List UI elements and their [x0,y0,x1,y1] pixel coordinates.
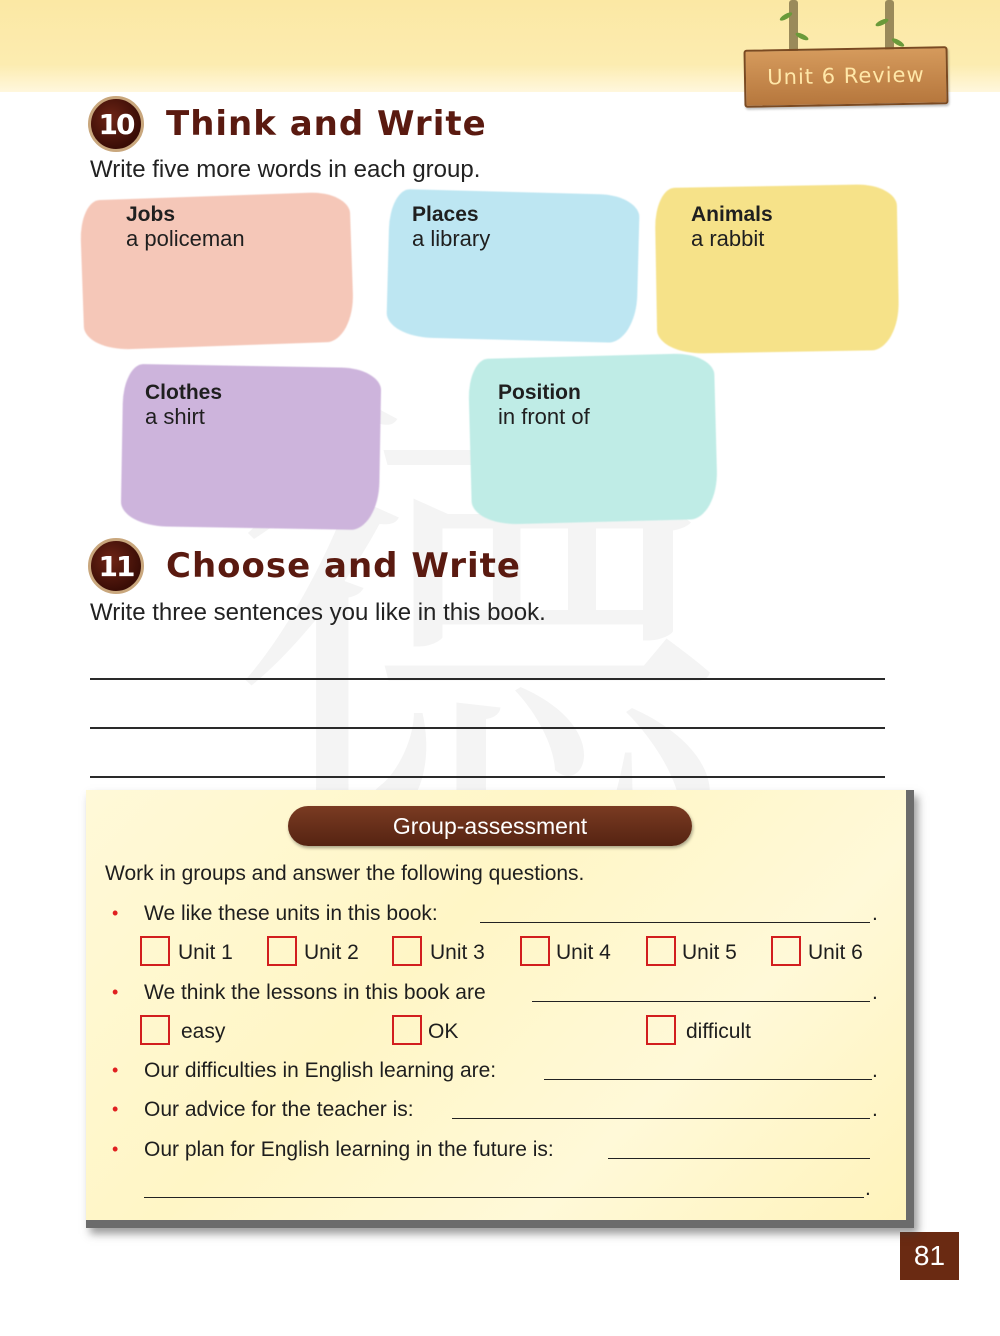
writing-line-3[interactable] [90,776,885,778]
unit-5-checkbox[interactable] [646,936,676,966]
group-example: a rabbit [691,226,765,251]
group-animals [691,203,773,251]
period: . [872,1098,878,1121]
answer-blank-advice[interactable] [452,1118,870,1119]
unit-2-label: Unit 2 [304,941,359,964]
easy-label: easy [181,1020,226,1043]
assessment-title-pill: Group-assessment [288,806,692,846]
section-number-badge: 10 [88,96,144,152]
bullet-icon: • [112,1099,119,1119]
unit-3-label: Unit 3 [430,941,485,964]
bullet-icon: • [112,982,119,1002]
answer-blank-units[interactable] [480,922,870,923]
group-jobs [126,203,245,251]
group-heading: Animals [691,203,773,226]
easy-checkbox[interactable] [140,1015,170,1045]
unit-6-checkbox[interactable] [771,936,801,966]
period: . [872,1059,878,1082]
answer-blank-lessons[interactable] [532,1001,870,1002]
page-number: 81 [900,1232,959,1280]
unit-2-checkbox[interactable] [267,936,297,966]
group-heading: Position [498,381,581,404]
section-10-header [88,96,487,152]
group-position [498,381,590,429]
answer-blank-plan[interactable] [608,1158,870,1159]
unit-review-label: Unit 6 Review [767,62,925,90]
assessment-intro: Work in groups and answer the following questions. [105,862,585,885]
question-plan: Our plan for English learning in the future is: [144,1138,554,1161]
section-10-instruction: Write five more words in each group. [90,156,481,183]
group-example: a library [412,226,491,251]
group-example: in front of [498,404,590,429]
bullet-icon: • [112,903,119,923]
unit-1-checkbox[interactable] [140,936,170,966]
group-clothes [145,381,222,429]
question-difficulties: Our difficulties in English learning are: [144,1059,497,1082]
period: . [872,981,878,1004]
group-heading: Clothes [145,381,223,404]
position-color-patch [468,353,718,525]
writing-line-1[interactable] [90,678,885,680]
group-heading: Jobs [126,203,176,226]
period: . [865,1177,871,1200]
section-number-badge: 11 [88,538,144,594]
section-title: Think and Write [166,104,487,144]
ok-checkbox[interactable] [392,1015,422,1045]
unit-3-checkbox[interactable] [392,936,422,966]
question-lessons: We think the lessons in this book are [144,981,486,1004]
group-example: a policeman [126,226,245,251]
answer-blank-plan-continued[interactable] [144,1197,864,1198]
unit-4-label: Unit 4 [556,941,611,964]
assessment-paper [86,790,914,1228]
unit-6-label: Unit 6 [808,941,863,964]
unit-4-checkbox[interactable] [520,936,550,966]
bullet-icon: • [112,1060,119,1080]
answer-blank-difficulties[interactable] [544,1079,872,1080]
difficult-checkbox[interactable] [646,1015,676,1045]
section-11-header [88,538,521,594]
unit-review-sign [744,46,949,108]
period: . [872,902,878,925]
writing-line-2[interactable] [90,727,885,729]
group-example: a shirt [145,404,205,429]
difficult-label: difficult [686,1020,751,1043]
ok-label: OK [428,1020,459,1043]
unit-1-label: Unit 1 [178,941,233,964]
question-units: We like these units in this book: [144,902,438,925]
question-advice: Our advice for the teacher is: [144,1098,414,1121]
bullet-icon: • [112,1139,119,1159]
unit-5-label: Unit 5 [682,941,737,964]
section-title: Choose and Write [166,546,521,586]
section-11-instruction: Write three sentences you like in this book. [90,599,546,626]
group-heading: Places [412,203,479,226]
group-places [412,203,490,251]
